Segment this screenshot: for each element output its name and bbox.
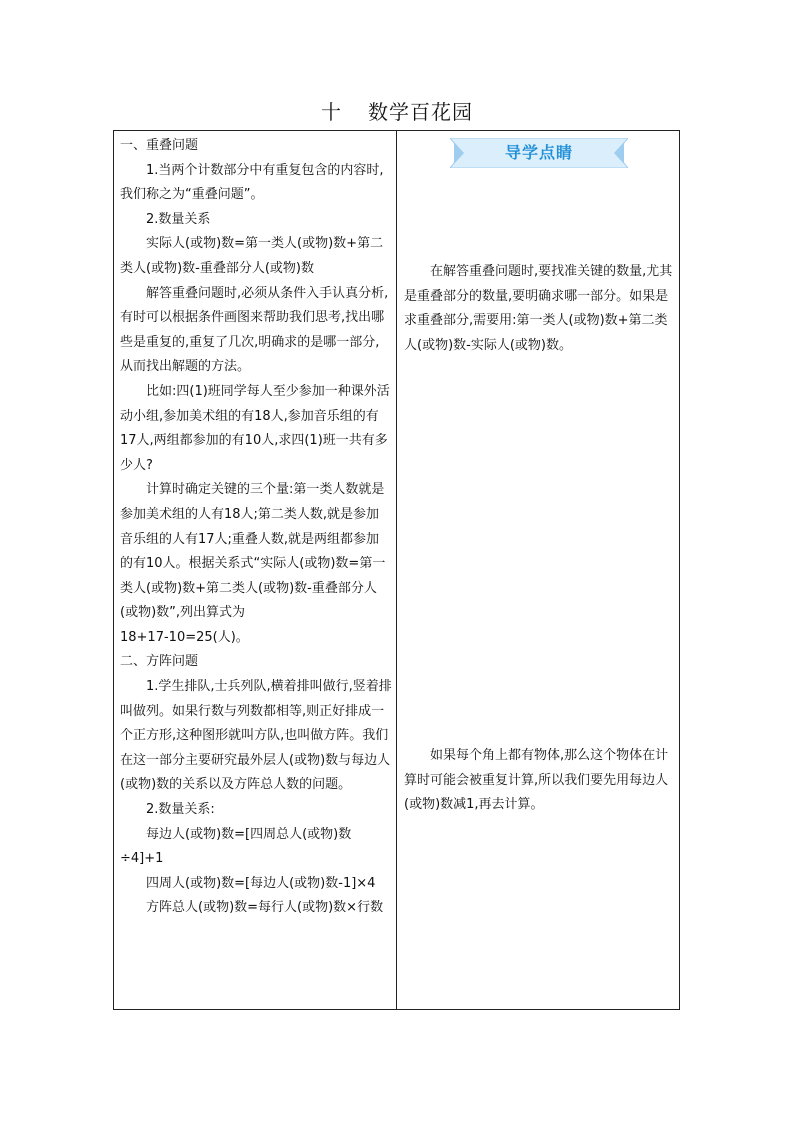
- overlap-formula: 实际人(或物)数=第一类人(或物)数+第二类人(或物)数-重叠部分人(或物)数: [120, 236, 384, 276]
- badge-label: 导学点睛: [504, 143, 573, 162]
- chapter-title: 数学百花园: [368, 100, 473, 124]
- side-note-1-text: 在解答重叠问题时,要找准关键的数量,尤其是重叠部分的数量,要明确求哪一部分。如果是求重叠部分,需要用:第一类人(或物)数+第二类人(或物)数-实际人(或物)数。: [404, 264, 673, 353]
- phalanx-formula-side: 每边人(或物)数=[四周总人(或物)数÷4]+1: [120, 826, 352, 867]
- side-note-1: [404, 260, 676, 358]
- main-column: [120, 134, 392, 921]
- method-paragraph: 解答重叠问题时,必须从条件入手认真分析,有时可以根据条件画图来帮助我们思考,找出哪些是重复的,重复了几次,明确求的是哪一部分,从而找出解题的方法。: [120, 285, 389, 375]
- phalanx-formula-perimeter: 四周人(或物)数=[每边人(或物)数-1]×4: [146, 875, 376, 891]
- side-note-2: [404, 744, 676, 818]
- column-divider: [396, 130, 397, 1010]
- section2-heading: 二、方阵问题: [120, 654, 199, 670]
- side-note-2-text: 如果每个角上都有物体,那么这个物体在计算时可能会被重复计算,所以我们要先用每边人(或物)数减1,再去计算。: [404, 748, 669, 813]
- section1-heading: 一、重叠问题: [120, 138, 199, 153]
- phalanx-formula-total: 方阵总人(或物)数=每行人(或物)数×行数: [146, 900, 384, 916]
- phalanx-paragraph: 1.学生排队,士兵列队,横着排叫做行,竖着排叫做列。如果行数与列数都相等,则正好排成一个正方形,这种图形就叫方队,也叫做方阵。我们在这一部分主要研究最外层人(或物)数与每边人(或物)数的关系以及方阵总人数的问题。: [120, 679, 392, 793]
- relation-heading: 2.数量关系: [146, 211, 211, 227]
- definition-paragraph: 1.当两个计数部分中有重复包含的内容时,我们称之为“重叠问题”。: [120, 162, 384, 203]
- example-paragraph: 比如:四(1)班同学每人至少参加一种课外活动小组,参加美术组的有18人,参加音乐组的有17人,两组都参加的有10人,求四(1)班一共有多少人?: [120, 383, 390, 473]
- solution-paragraph: 计算时确定关键的三个量:第一类人数就是参加美术组的人有18人;第二类人数,就是参加音乐组的人有17人;重叠人数,就是两组都参加的有10人。根据关系式“实际人(或物)数=第一类人(或物)数+第二类人(或物)数-重叠部分人(或物)数”,列出算式为: [120, 482, 386, 621]
- page-title: [0, 96, 794, 125]
- chapter-number: 十: [321, 100, 342, 124]
- solution-equation: 18+17-10=25(人)。: [120, 629, 249, 645]
- relation-heading-2: 2.数量关系:: [146, 802, 215, 818]
- guide-badge: [450, 138, 628, 168]
